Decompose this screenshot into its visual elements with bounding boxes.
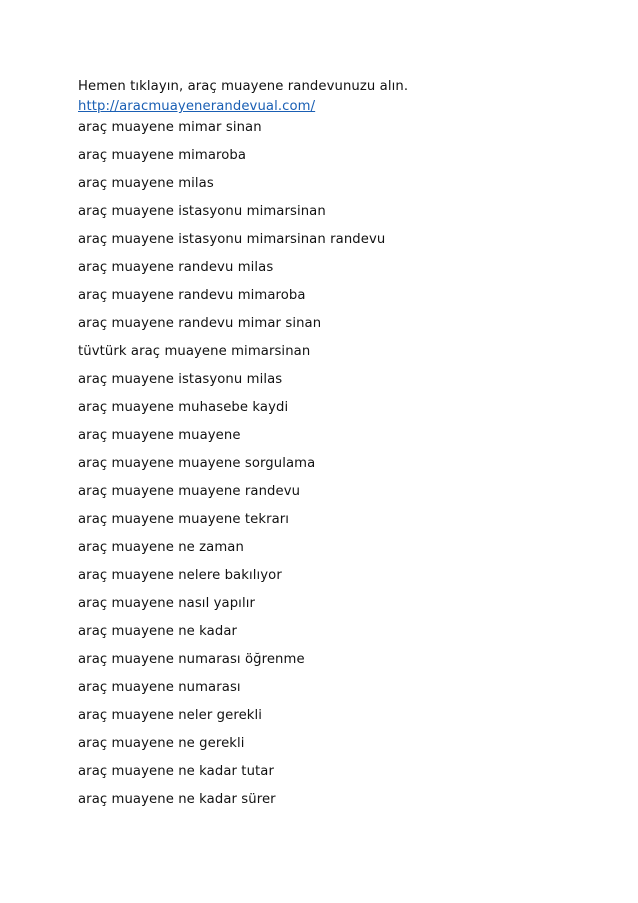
list-item: araç muayene muhasebe kaydi [78,400,289,415]
list-item: araç muayene numarası [78,680,241,695]
list-item: araç muayene muayene [78,428,241,443]
list-item: araç muayene ne kadar tutar [78,764,275,779]
keyword-list [78,119,598,808]
list-item: araç muayene randevu mimar sinan [78,316,322,331]
list-item: araç muayene neler gerekli [78,708,263,723]
list-item: araç muayene randevu milas [78,260,274,275]
list-item: araç muayene nasıl yapılır [78,596,255,611]
document-page [78,78,598,819]
list-item: araç muayene ne zaman [78,540,244,555]
list-item: araç muayene ne kadar sürer [78,792,276,807]
list-item: araç muayene muayene sorgulama [78,456,316,471]
website-link[interactable]: http://aracmuayenerandevual.com/ [78,99,316,114]
list-item: araç muayene numarası öğrenme [78,652,305,667]
list-item: araç muayene mimaroba [78,148,247,163]
intro-text: Hemen tıklayın, araç muayene randevunuzu alın. [78,79,409,94]
list-item: araç muayene ne gerekli [78,736,245,751]
list-item: araç muayene ne kadar [78,624,238,639]
list-item: araç muayene mimar sinan [78,120,262,135]
list-item: araç muayene nelere bakılıyor [78,568,282,583]
list-item: araç muayene muayene tekrarı [78,512,290,527]
list-item: araç muayene istasyonu mimarsinan [78,204,326,219]
list-item: tüvtürk araç muayene mimarsinan [78,344,311,359]
list-item: araç muayene randevu mimaroba [78,288,306,303]
list-item: araç muayene istasyonu mimarsinan randevu [78,232,386,247]
list-item: araç muayene milas [78,176,214,191]
list-item: araç muayene istasyonu milas [78,372,283,387]
list-item: araç muayene muayene randevu [78,484,301,499]
